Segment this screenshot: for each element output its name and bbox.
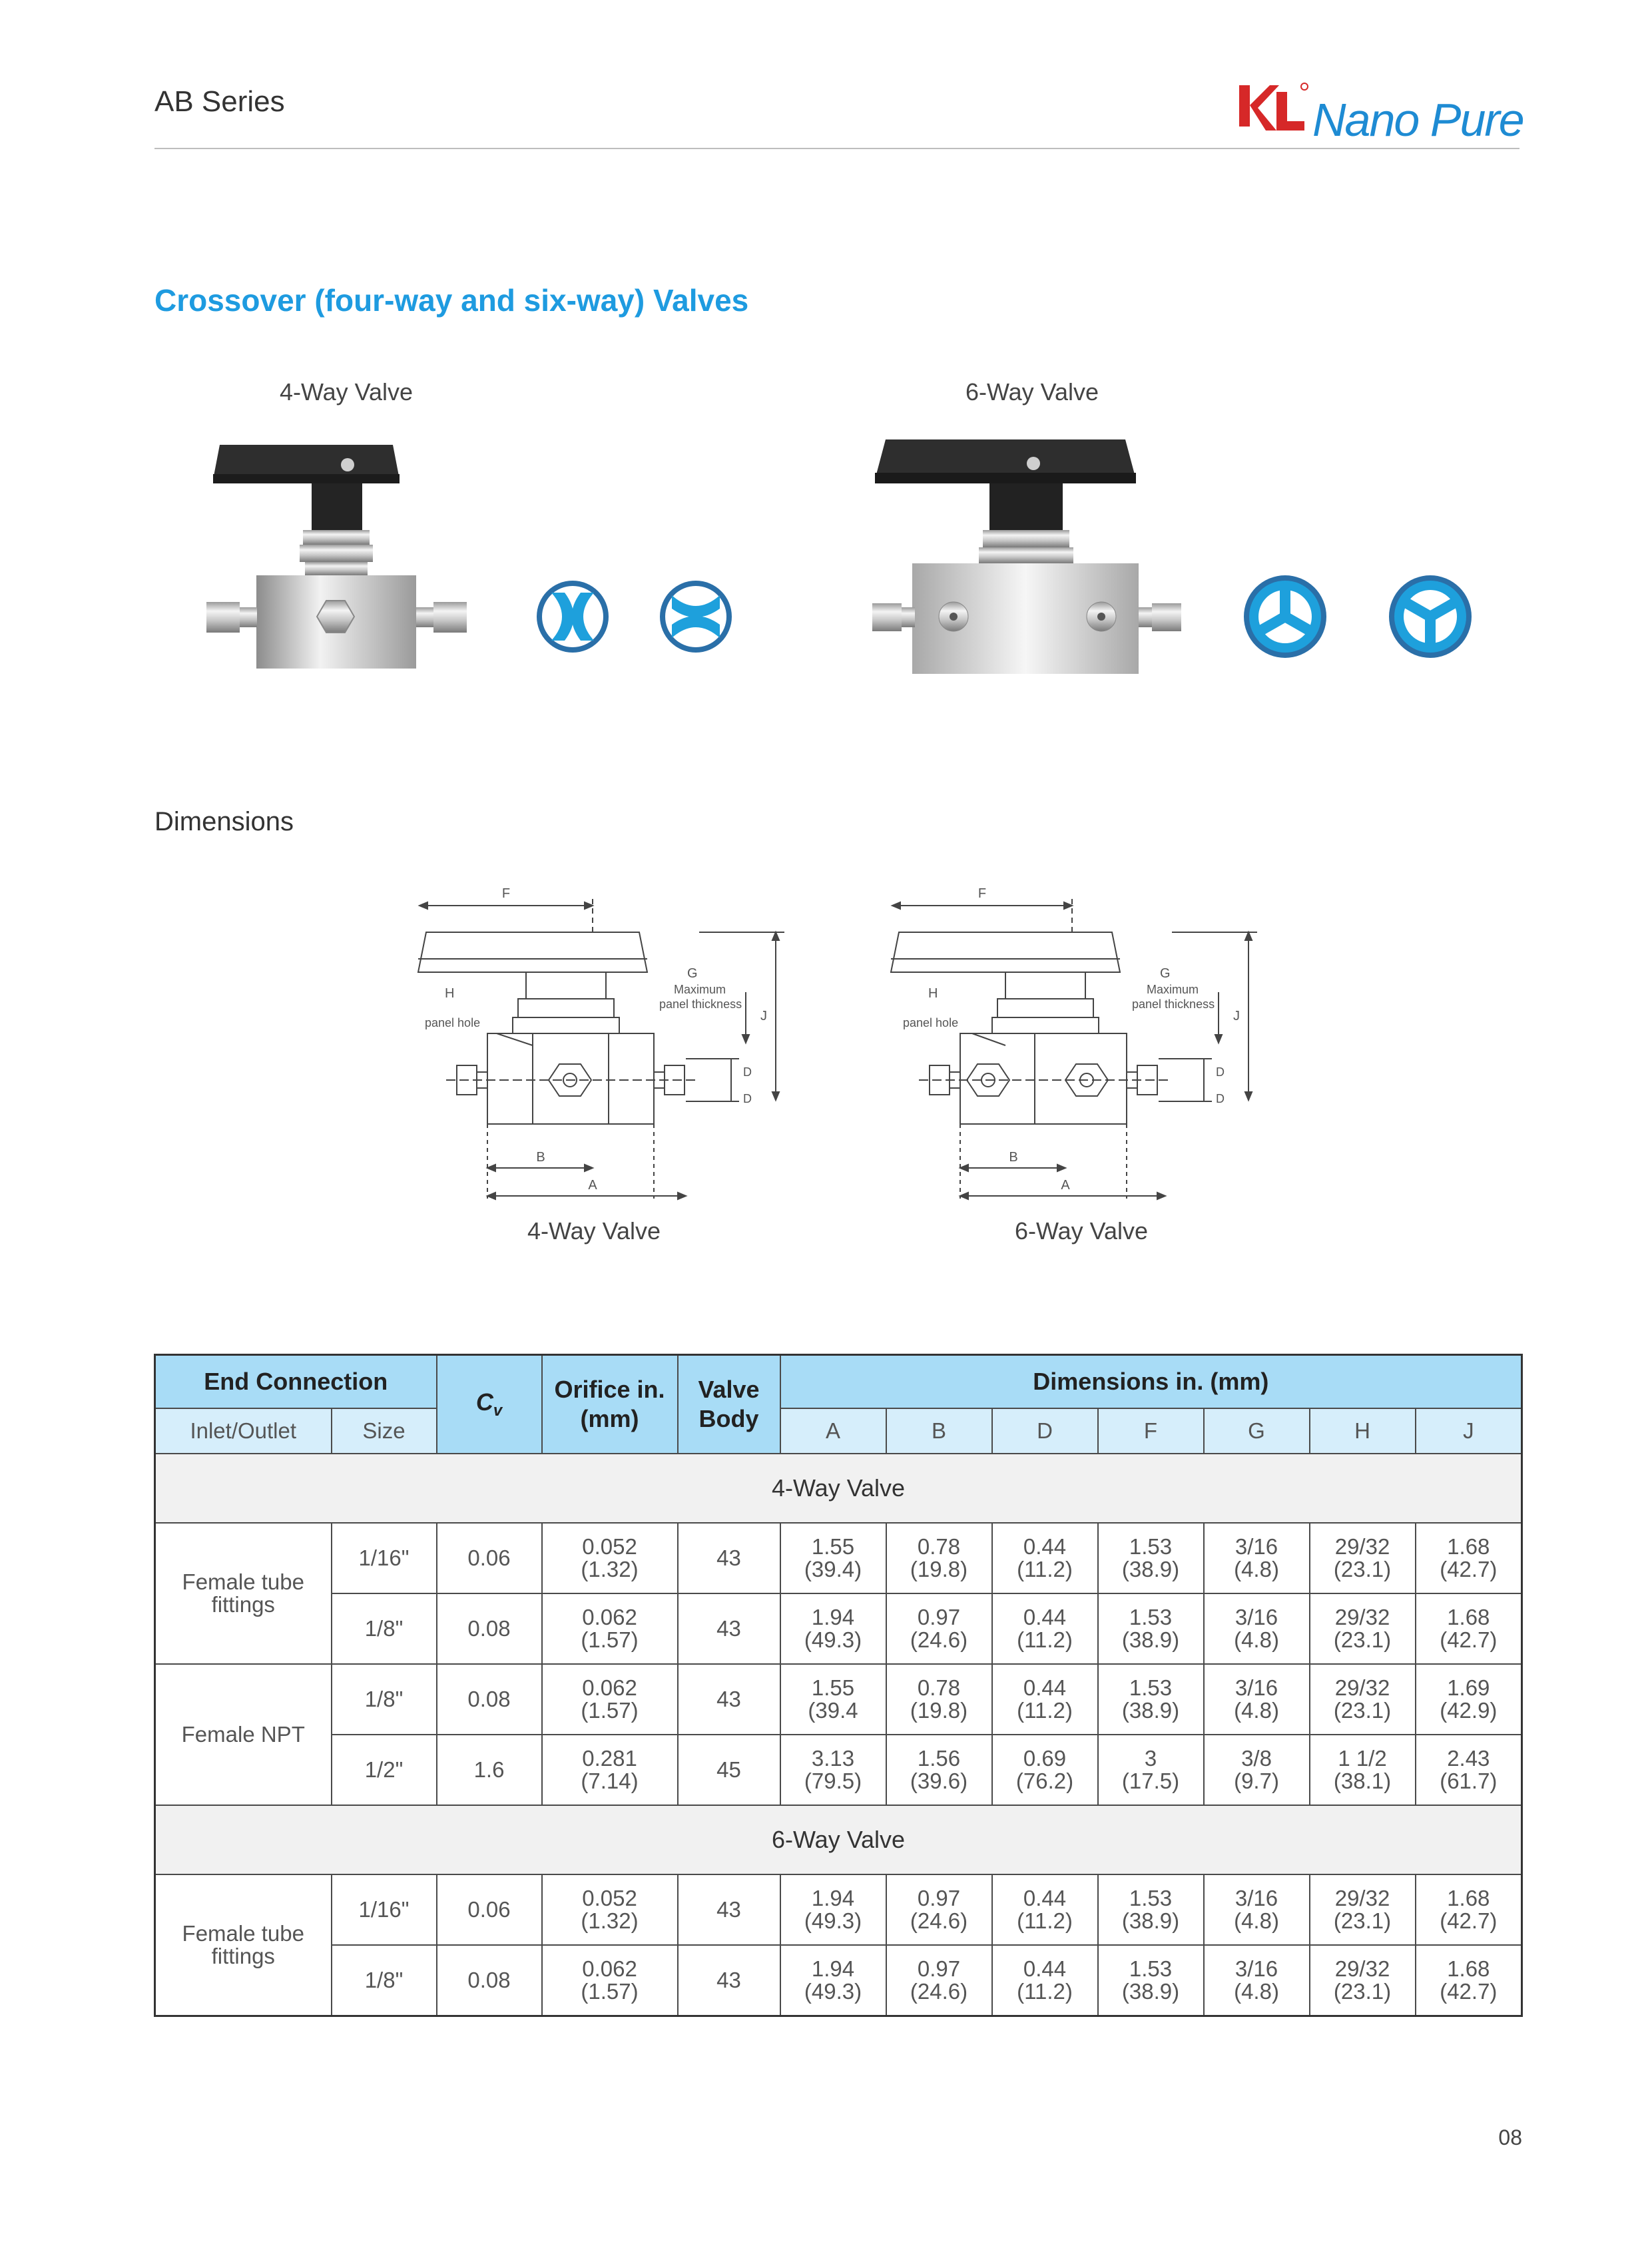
- dim-d-cell: [992, 1523, 1098, 1593]
- dim-a-cell: [780, 1945, 886, 2016]
- value-inch: 3/16: [1235, 1534, 1278, 1559]
- drawing-label-panel-hole: panel hole: [903, 1016, 959, 1029]
- dim-g-cell: [1204, 1593, 1310, 1664]
- value-inch: 3/16: [1235, 1604, 1278, 1629]
- drawing-label-f: F: [501, 886, 511, 901]
- cv-cell: 0.08: [437, 1664, 542, 1735]
- dim-a-cell: [780, 1874, 886, 1945]
- valve-body-cell: 43: [678, 1593, 780, 1664]
- value-mm: (7.14): [581, 1768, 639, 1793]
- cv-cell: 0.08: [437, 1593, 542, 1664]
- four-way-valve-photo: [200, 426, 772, 679]
- value-mm: (4.8): [1234, 1908, 1279, 1933]
- header-divider: [154, 148, 1519, 149]
- dimensions-heading: Dimensions: [154, 807, 294, 836]
- orifice-cell: [542, 1945, 678, 2016]
- four-way-flow-icon-a: [537, 581, 609, 653]
- table-row: [155, 1874, 1522, 1945]
- value-mm: (1.57): [581, 1978, 639, 2004]
- value-inch: 3/16: [1235, 1675, 1278, 1700]
- drawing-label-a: A: [588, 1178, 597, 1193]
- value-mm: (24.6): [910, 1908, 968, 1933]
- header-dim-b: B: [886, 1408, 992, 1454]
- header-dim-j: J: [1416, 1408, 1522, 1454]
- value-inch: 1.94: [811, 1885, 855, 1910]
- series-title: AB Series: [154, 85, 285, 118]
- dim-g-cell: [1204, 1664, 1310, 1735]
- value-inch: 29/32: [1334, 1675, 1390, 1700]
- dim-g-cell: [1204, 1735, 1310, 1805]
- drawing-label-g: G: [1160, 966, 1171, 981]
- table-row: [155, 1945, 1522, 2016]
- dim-b-cell: [886, 1593, 992, 1664]
- value-mm: (1.32): [581, 1556, 639, 1581]
- dim-g-cell: [1204, 1874, 1310, 1945]
- dim-b-cell: [886, 1735, 992, 1805]
- value-inch: 3.13: [811, 1745, 855, 1771]
- six-way-valve-photo: [859, 426, 1485, 679]
- valve-body-cell: 43: [678, 1664, 780, 1735]
- drawing-label-d-lower: D: [743, 1092, 752, 1105]
- dim-d-cell: [992, 1593, 1098, 1664]
- drawing-label-h: H: [928, 986, 938, 1001]
- size-cell: 1/8": [332, 1945, 437, 2016]
- value-inch: 29/32: [1334, 1885, 1390, 1910]
- header-dim-a: A: [780, 1408, 886, 1454]
- cv-subscript: v: [493, 1401, 503, 1420]
- kl-logo-mark-icon: [1235, 79, 1308, 145]
- dim-h-cell: [1310, 1735, 1416, 1805]
- dim-d-cell: [992, 1945, 1098, 2016]
- value-mm: (23.1): [1333, 1627, 1392, 1652]
- value-inch: 1.53: [1129, 1675, 1173, 1700]
- dim-b-cell: [886, 1523, 992, 1593]
- drawing-label-d-upper: D: [1216, 1065, 1225, 1079]
- value-mm: (38.1): [1333, 1768, 1392, 1793]
- value-inch: 1.68: [1447, 1956, 1490, 1981]
- dim-j-cell: [1416, 1664, 1522, 1735]
- value-inch: 3/8: [1241, 1745, 1272, 1771]
- orifice-cell: [542, 1874, 678, 1945]
- value-inch: 0.44: [1023, 1534, 1067, 1559]
- header-orifice: Orifice in. (mm): [542, 1355, 678, 1454]
- value-mm: (38.9): [1121, 1556, 1180, 1581]
- drawing-label-a: A: [1061, 1178, 1070, 1193]
- value-inch: 0.97: [917, 1885, 961, 1910]
- dim-a-cell: [780, 1523, 886, 1593]
- value-mm: (1.57): [581, 1697, 639, 1723]
- valve-body-cell: 43: [678, 1523, 780, 1593]
- value-inch: 0.052: [582, 1885, 637, 1910]
- value-inch: 0.97: [917, 1604, 961, 1629]
- valve-body-cell: 45: [678, 1735, 780, 1805]
- dim-b-cell: [886, 1945, 992, 2016]
- drawing-label-panel-hole: panel hole: [425, 1016, 481, 1029]
- orifice-cell: [542, 1523, 678, 1593]
- connection-type: Female tube fittings: [155, 1874, 332, 2016]
- dim-j-cell: [1416, 1735, 1522, 1805]
- four-way-drawing-caption: 4-Way Valve: [527, 1217, 661, 1245]
- value-mm: (17.5): [1121, 1768, 1180, 1793]
- header-dim-g: G: [1204, 1408, 1310, 1454]
- dim-f-cell: [1098, 1874, 1204, 1945]
- value-mm: (42.7): [1440, 1627, 1498, 1652]
- value-inch: 0.052: [582, 1534, 637, 1559]
- header-dim-d: D: [992, 1408, 1098, 1454]
- dim-g-cell: [1204, 1523, 1310, 1593]
- drawing-label-panel-thickness: panel thickness: [1132, 997, 1215, 1011]
- value-mm: (4.8): [1234, 1978, 1279, 2004]
- value-inch: 1.55: [811, 1675, 855, 1700]
- dim-j-cell: [1416, 1523, 1522, 1593]
- value-inch: 0.062: [582, 1956, 637, 1981]
- value-mm: (79.5): [804, 1768, 862, 1793]
- dim-g-cell: [1204, 1945, 1310, 2016]
- drawing-label-d-upper: D: [743, 1065, 752, 1079]
- table-row: [155, 1523, 1522, 1593]
- value-inch: 1.94: [811, 1956, 855, 1981]
- table-row: [155, 1664, 1522, 1735]
- value-mm: (38.9): [1121, 1627, 1180, 1652]
- value-inch: 1 1/2: [1338, 1745, 1387, 1771]
- value-inch: 29/32: [1334, 1956, 1390, 1981]
- value-inch: 0.281: [582, 1745, 637, 1771]
- value-inch: 1.53: [1129, 1885, 1173, 1910]
- drawing-label-maximum: Maximum: [674, 983, 726, 996]
- value-inch: 0.44: [1023, 1956, 1067, 1981]
- value-inch: 1.56: [917, 1745, 961, 1771]
- value-inch: 1.55: [811, 1534, 855, 1559]
- value-mm: (19.8): [910, 1697, 968, 1723]
- value-inch: 3: [1144, 1745, 1157, 1771]
- dim-a-cell: [780, 1664, 886, 1735]
- value-mm: (1.57): [581, 1627, 639, 1652]
- dim-d-cell: [992, 1735, 1098, 1805]
- value-mm: (49.3): [804, 1978, 862, 2004]
- orifice-cell: [542, 1593, 678, 1664]
- value-inch: 1.68: [1447, 1885, 1490, 1910]
- value-mm: (1.32): [581, 1908, 639, 1933]
- size-cell: 1/8": [332, 1664, 437, 1735]
- value-mm: (4.8): [1234, 1556, 1279, 1581]
- value-inch: 1.53: [1129, 1604, 1173, 1629]
- valve-body-cell: 43: [678, 1945, 780, 2016]
- dim-h-cell: [1310, 1593, 1416, 1664]
- value-inch: 2.43: [1447, 1745, 1490, 1771]
- cv-cell: 0.08: [437, 1945, 542, 2016]
- value-mm: (49.3): [804, 1908, 862, 1933]
- value-inch: 1.68: [1447, 1604, 1490, 1629]
- cv-cell: 1.6: [437, 1735, 542, 1805]
- drawing-label-g: G: [687, 966, 698, 981]
- dim-f-cell: [1098, 1735, 1204, 1805]
- value-mm: (38.9): [1121, 1978, 1180, 2004]
- drawing-label-b: B: [1009, 1150, 1018, 1165]
- value-mm: (11.2): [1017, 1978, 1073, 2004]
- value-inch: 0.44: [1023, 1604, 1067, 1629]
- value-inch: 1.68: [1447, 1534, 1490, 1559]
- header-size: Size: [332, 1408, 437, 1454]
- value-mm: (24.6): [910, 1978, 968, 2004]
- valve-body-cell: 43: [678, 1874, 780, 1945]
- logo-text: Nano Pure: [1312, 94, 1523, 146]
- value-mm: (39.6): [910, 1768, 968, 1793]
- specification-table: [154, 1354, 1523, 2017]
- dim-f-cell: [1098, 1523, 1204, 1593]
- value-mm: (61.7): [1440, 1768, 1498, 1793]
- orifice-cell: [542, 1735, 678, 1805]
- drawing-label-h: H: [445, 986, 455, 1001]
- value-inch: 0.97: [917, 1956, 961, 1981]
- page-number: 08: [1498, 2125, 1522, 2149]
- dim-h-cell: [1310, 1874, 1416, 1945]
- four-way-band: 4-Way Valve: [155, 1454, 1522, 1523]
- value-inch: 0.69: [1023, 1745, 1067, 1771]
- six-way-dimension-drawing: [872, 879, 1272, 1212]
- value-mm: (39.4: [808, 1697, 858, 1723]
- four-way-dimension-drawing: [400, 879, 799, 1212]
- drawing-label-j: J: [1233, 1009, 1240, 1023]
- four-way-photo-caption: 4-Way Valve: [279, 378, 413, 406]
- size-cell: 1/16": [332, 1874, 437, 1945]
- brand-logo: [1235, 79, 1521, 145]
- four-way-flow-icon-b: [660, 581, 732, 653]
- dim-a-cell: [780, 1735, 886, 1805]
- value-inch: 0.44: [1023, 1675, 1067, 1700]
- six-way-photo-caption: 6-Way Valve: [965, 378, 1099, 406]
- six-way-flow-icon-b: [1389, 575, 1472, 658]
- dim-d-cell: [992, 1874, 1098, 1945]
- six-way-band: 6-Way Valve: [155, 1805, 1522, 1874]
- value-mm: (4.8): [1234, 1627, 1279, 1652]
- table-row: [155, 1593, 1522, 1664]
- value-mm: (42.7): [1440, 1556, 1498, 1581]
- header-valve-body: Valve Body: [678, 1355, 780, 1454]
- value-mm: (76.2): [1015, 1768, 1074, 1793]
- six-way-drawing-caption: 6-Way Valve: [1014, 1217, 1149, 1245]
- value-inch: 1.53: [1129, 1534, 1173, 1559]
- value-mm: (24.6): [910, 1627, 968, 1652]
- value-mm: (19.8): [910, 1556, 968, 1581]
- value-inch: 29/32: [1334, 1534, 1390, 1559]
- value-mm: (23.1): [1333, 1978, 1392, 2004]
- header-cv: [437, 1355, 542, 1454]
- cv-cell: 0.06: [437, 1874, 542, 1945]
- dim-h-cell: [1310, 1523, 1416, 1593]
- value-inch: 1.53: [1129, 1956, 1173, 1981]
- header-inlet-outlet: Inlet/Outlet: [155, 1408, 332, 1454]
- size-cell: 1/8": [332, 1593, 437, 1664]
- dim-j-cell: [1416, 1593, 1522, 1664]
- drawing-label-panel-thickness: panel thickness: [659, 997, 742, 1011]
- value-mm: (49.3): [804, 1627, 862, 1652]
- drawing-label-d-lower: D: [1216, 1092, 1225, 1105]
- drawing-label-b: B: [536, 1150, 545, 1165]
- value-inch: 3/16: [1235, 1956, 1278, 1981]
- six-way-flow-icon-a: [1244, 575, 1326, 658]
- value-mm: (11.2): [1017, 1697, 1073, 1723]
- size-cell: 1/16": [332, 1523, 437, 1593]
- connection-type: Female tube fittings: [155, 1523, 332, 1664]
- value-inch: 3/16: [1235, 1885, 1278, 1910]
- dim-j-cell: [1416, 1874, 1522, 1945]
- cv-cell: 0.06: [437, 1523, 542, 1593]
- size-cell: 1/2": [332, 1735, 437, 1805]
- value-mm: (42.7): [1440, 1908, 1498, 1933]
- connection-type: Female NPT: [155, 1664, 332, 1805]
- value-inch: 1.94: [811, 1604, 855, 1629]
- value-inch: 0.78: [917, 1534, 961, 1559]
- value-mm: (11.2): [1017, 1627, 1073, 1652]
- header-dim-h: H: [1310, 1408, 1416, 1454]
- value-inch: 29/32: [1334, 1604, 1390, 1629]
- drawing-label-f: F: [977, 886, 987, 901]
- dim-h-cell: [1310, 1945, 1416, 2016]
- table-row: [155, 1735, 1522, 1805]
- orifice-cell: [542, 1664, 678, 1735]
- dim-a-cell: [780, 1593, 886, 1664]
- value-mm: (23.1): [1333, 1556, 1392, 1581]
- header-dim-f: F: [1098, 1408, 1204, 1454]
- dim-j-cell: [1416, 1945, 1522, 2016]
- drawing-label-j: J: [760, 1009, 767, 1023]
- dim-d-cell: [992, 1664, 1098, 1735]
- dim-b-cell: [886, 1664, 992, 1735]
- dim-f-cell: [1098, 1945, 1204, 2016]
- value-mm: (42.9): [1440, 1697, 1498, 1723]
- dim-f-cell: [1098, 1593, 1204, 1664]
- dim-h-cell: [1310, 1664, 1416, 1735]
- section-title: Crossover (four-way and six-way) Valves: [154, 283, 749, 318]
- cv-symbol: C: [475, 1388, 493, 1416]
- value-mm: (4.8): [1234, 1697, 1279, 1723]
- header-dimensions: Dimensions in. (mm): [780, 1355, 1522, 1408]
- dim-f-cell: [1098, 1664, 1204, 1735]
- value-mm: (11.2): [1017, 1908, 1073, 1933]
- value-inch: 0.062: [582, 1604, 637, 1629]
- value-inch: 0.062: [582, 1675, 637, 1700]
- dim-b-cell: [886, 1874, 992, 1945]
- value-inch: 1.69: [1447, 1675, 1490, 1700]
- value-inch: 0.78: [917, 1675, 961, 1700]
- value-mm: (9.7): [1234, 1768, 1279, 1793]
- value-mm: (42.7): [1440, 1978, 1498, 2004]
- value-inch: 0.44: [1023, 1885, 1067, 1910]
- value-mm: (23.1): [1333, 1697, 1392, 1723]
- value-mm: (23.1): [1333, 1908, 1392, 1933]
- value-mm: (38.9): [1121, 1908, 1180, 1933]
- value-mm: (38.9): [1121, 1697, 1180, 1723]
- header-end-connection: End Connection: [155, 1355, 437, 1408]
- value-mm: (39.4): [804, 1556, 862, 1581]
- drawing-label-maximum: Maximum: [1147, 983, 1199, 996]
- value-mm: (11.2): [1017, 1556, 1073, 1581]
